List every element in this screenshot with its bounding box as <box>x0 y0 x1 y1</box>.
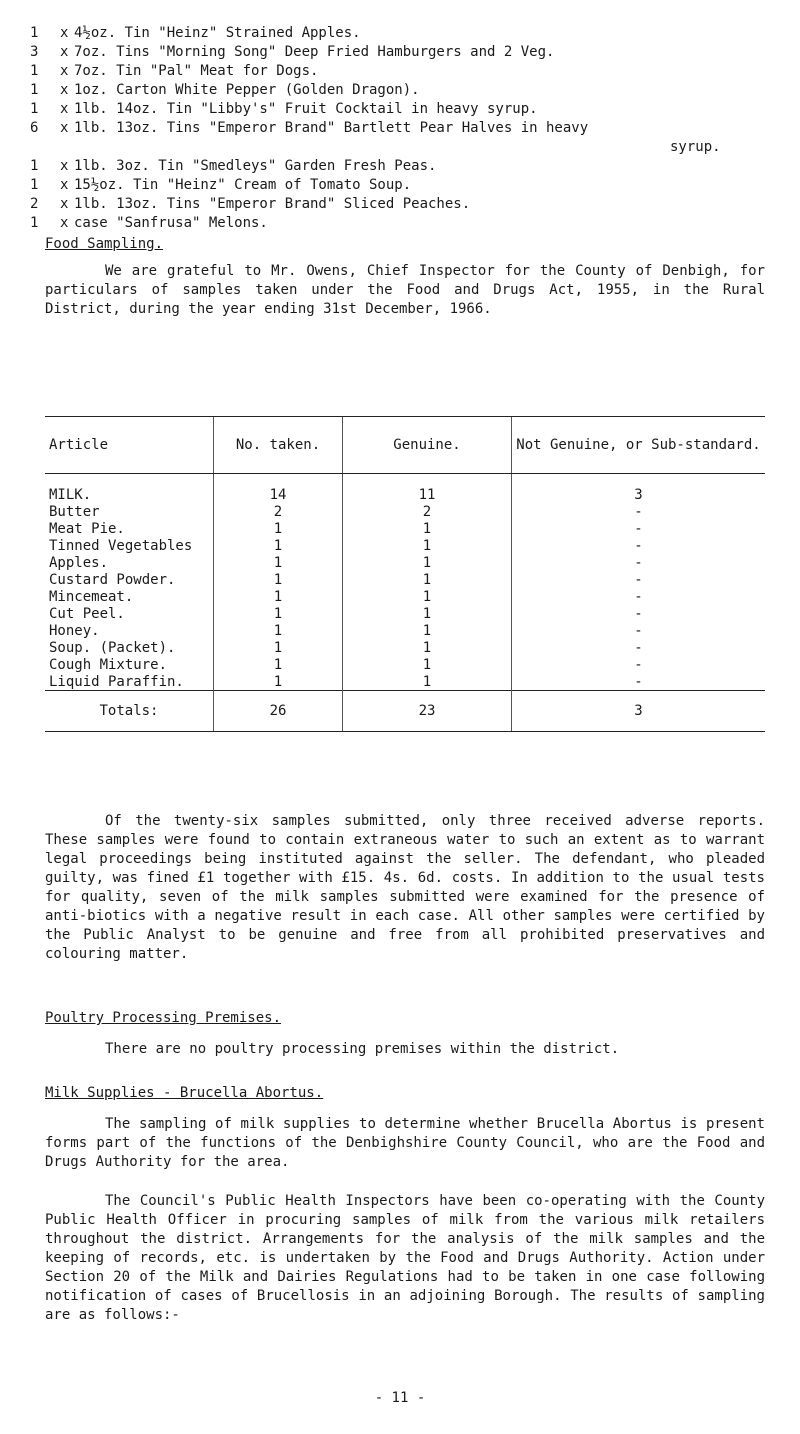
item-multiplier: x <box>60 44 69 60</box>
cell-taken: 2 <box>214 503 343 520</box>
totals-genuine: 23 <box>343 691 512 732</box>
list-item <box>30 214 721 233</box>
food-sampling-heading: Food Sampling. <box>45 236 164 252</box>
table-row <box>45 571 765 588</box>
list-item <box>30 138 721 157</box>
cell-not-genuine: - <box>512 673 766 691</box>
table-row <box>45 537 765 554</box>
cell-taken: 1 <box>214 605 343 622</box>
cell-taken: 1 <box>214 554 343 571</box>
table-row <box>45 588 765 605</box>
totals-taken: 26 <box>214 691 343 732</box>
list-item <box>30 100 721 119</box>
poultry-paragraph <box>45 1040 765 1059</box>
cell-article: Tinned Vegetables <box>49 537 193 554</box>
item-multiplier: x <box>60 177 69 193</box>
list-item <box>30 43 721 62</box>
cell-genuine: 1 <box>343 537 512 554</box>
item-multiplier: x <box>60 25 69 41</box>
cell-article: Cough Mixture. <box>49 656 168 673</box>
item-multiplier: x <box>60 196 69 212</box>
item-quantity: 1 <box>30 101 39 117</box>
table-header-row <box>45 417 765 474</box>
item-quantity: 1 <box>30 63 39 79</box>
list-item <box>30 157 721 176</box>
item-multiplier: x <box>60 158 69 174</box>
item-quantity <box>30 138 60 157</box>
item-quantity: 1 <box>30 215 39 231</box>
cell-not-genuine: - <box>512 656 766 673</box>
table-row <box>45 503 765 520</box>
table-row <box>45 520 765 537</box>
item-multiplier: x <box>60 82 69 98</box>
item-quantity: 3 <box>30 44 39 60</box>
item-multiplier: x <box>60 63 69 79</box>
cell-article: Liquid Paraffin. <box>49 673 184 690</box>
cell-taken: 1 <box>214 571 343 588</box>
poultry-heading: Poultry Processing Premises. <box>45 1010 282 1026</box>
cell-genuine: 1 <box>343 571 512 588</box>
cell-not-genuine: - <box>512 639 766 656</box>
cell-taken: 1 <box>214 520 343 537</box>
page-number: - 11 - <box>374 1390 426 1406</box>
cell-genuine: 1 <box>343 656 512 673</box>
item-description: 1lb. 3oz. Tin "Smedleys" Garden Fresh Peas. <box>74 158 437 174</box>
cell-not-genuine: - <box>512 537 766 554</box>
item-multiplier: x <box>60 120 69 136</box>
milk-paragraph-2-text: The Council's Public Health Inspectors have been co-operating with the County Public Health Officer in procuring samples of milk from the various milk retailers throughout the district. Arrangements for the analysis of the milk samples and the keeping of records, etc. is undertaken by the Food and Drugs Authority. Action under Section 20 of the Milk and Dairies Regulations had to be taken in one case following notification of cases of Brucellosis in an adjoining Borough. The results of sampling are as follows:- <box>45 1193 765 1323</box>
cell-article: Cut Peel. <box>49 605 125 622</box>
food-sampling-paragraph <box>45 262 765 319</box>
milk-paragraph-1 <box>45 1115 765 1172</box>
item-description: 1oz. Carton White Pepper (Golden Dragon). <box>74 82 420 98</box>
cell-article: MILK. <box>49 486 92 503</box>
table-row <box>45 673 765 691</box>
samples-table <box>45 416 765 732</box>
header-taken: No. taken. <box>214 417 343 474</box>
cell-genuine: 1 <box>343 520 512 537</box>
food-sampling-text: We are grateful to Mr. Owens, Chief Inspector for the County of Denbigh, for particulars of samples taken under the Food and Drugs Act, 1955, in the Rural District, during the year ending 31st December, 1966. <box>45 263 765 317</box>
item-quantity: 1 <box>30 82 39 98</box>
cell-article: Meat Pie. <box>49 520 125 537</box>
adverse-reports-paragraph <box>45 812 765 964</box>
item-description: 7oz. Tins "Morning Song" Deep Fried Hamburgers and 2 Veg. <box>74 44 555 60</box>
table-body <box>45 474 765 691</box>
cell-not-genuine: - <box>512 503 766 520</box>
item-multiplier: x <box>60 101 69 117</box>
cell-article: Butter <box>49 503 100 520</box>
list-item <box>30 81 721 100</box>
cell-not-genuine: - <box>512 605 766 622</box>
cell-taken: 1 <box>214 537 343 554</box>
cell-taken: 1 <box>214 639 343 656</box>
item-description: case "Sanfrusa" Melons. <box>74 215 268 231</box>
cell-article: Honey. <box>49 622 100 639</box>
header-article: Article <box>45 417 214 474</box>
table-row <box>45 474 765 504</box>
cell-genuine: 1 <box>343 622 512 639</box>
item-description: 15½oz. Tin "Heinz" Cream of Tomato Soup. <box>74 177 412 193</box>
cell-taken: 14 <box>214 474 343 504</box>
header-not-genuine: Not Genuine, or Sub-standard. <box>512 417 766 474</box>
item-quantity: 1 <box>30 158 39 174</box>
item-quantity: 1 <box>30 25 39 41</box>
cell-genuine: 1 <box>343 673 512 691</box>
cell-genuine: 1 <box>343 588 512 605</box>
cell-taken: 1 <box>214 622 343 639</box>
cell-genuine: 1 <box>343 605 512 622</box>
item-description: 7oz. Tin "Pal" Meat for Dogs. <box>74 63 319 79</box>
item-description: 1lb. 13oz. Tins "Emperor Brand" Bartlett Pear Halves in heavy <box>74 120 589 136</box>
milk-paragraph-2 <box>45 1192 765 1325</box>
cell-not-genuine: - <box>512 571 766 588</box>
cell-not-genuine: - <box>512 622 766 639</box>
cell-article: Soup. (Packet). <box>49 639 176 656</box>
table-row <box>45 605 765 622</box>
cell-genuine: 2 <box>343 503 512 520</box>
item-quantity: 1 <box>30 177 39 193</box>
cell-article: Mincemeat. <box>49 588 134 605</box>
item-description: syrup. <box>670 139 721 155</box>
totals-row <box>45 691 765 732</box>
list-item <box>30 176 721 195</box>
cell-not-genuine: - <box>512 520 766 537</box>
item-list <box>30 24 721 233</box>
item-multiplier <box>60 138 74 157</box>
item-description: 1lb. 13oz. Tins "Emperor Brand" Sliced Peaches. <box>74 196 471 212</box>
cell-article: Custard Powder. <box>49 571 176 588</box>
item-description: 4½oz. Tin "Heinz" Strained Apples. <box>74 25 361 41</box>
poultry-text: There are no poultry processing premises within the district. <box>105 1041 620 1057</box>
list-item <box>30 24 721 43</box>
table-row <box>45 656 765 673</box>
cell-taken: 1 <box>214 673 343 691</box>
list-item <box>30 119 721 138</box>
cell-taken: 1 <box>214 656 343 673</box>
adverse-reports-text: Of the twenty-six samples submitted, only three received adverse reports. These samples were found to contain extraneous water to such an extent as to warrant legal proceedings being instituted against the seller. The defendant, who pleaded guilty, was fined £1 together with £15. 4s. 6d. costs. In addition to the usual tests for quality, seven of the milk samples submitted were examined for the presence of anti-biotics with a negative result in each case. All other samples were certified by the Public Analyst to be genuine and free from all prohibited preservatives and colouring matter. <box>45 813 765 962</box>
cell-taken: 1 <box>214 588 343 605</box>
table-row <box>45 554 765 571</box>
item-multiplier: x <box>60 215 69 231</box>
table-row <box>45 639 765 656</box>
cell-article: Apples. <box>49 554 109 571</box>
milk-supplies-heading: Milk Supplies - Brucella Abortus. <box>45 1085 324 1101</box>
item-description: 1lb. 14oz. Tin "Libby's" Fruit Cocktail in heavy syrup. <box>74 101 538 117</box>
list-item <box>30 62 721 81</box>
cell-not-genuine: 3 <box>512 474 766 504</box>
list-item <box>30 195 721 214</box>
totals-not-genuine: 3 <box>512 691 766 732</box>
cell-genuine: 11 <box>343 474 512 504</box>
cell-not-genuine: - <box>512 588 766 605</box>
cell-genuine: 1 <box>343 554 512 571</box>
header-genuine: Genuine. <box>343 417 512 474</box>
cell-genuine: 1 <box>343 639 512 656</box>
totals-label: Totals: <box>45 691 214 732</box>
table-row <box>45 622 765 639</box>
item-quantity: 2 <box>30 196 39 212</box>
milk-paragraph-1-text: The sampling of milk supplies to determine whether Brucella Abortus is present forms part of the functions of the Denbighshire County Council, who are the Food and Drugs Authority for the area. <box>45 1116 765 1170</box>
item-quantity: 6 <box>30 120 39 136</box>
cell-not-genuine: - <box>512 554 766 571</box>
